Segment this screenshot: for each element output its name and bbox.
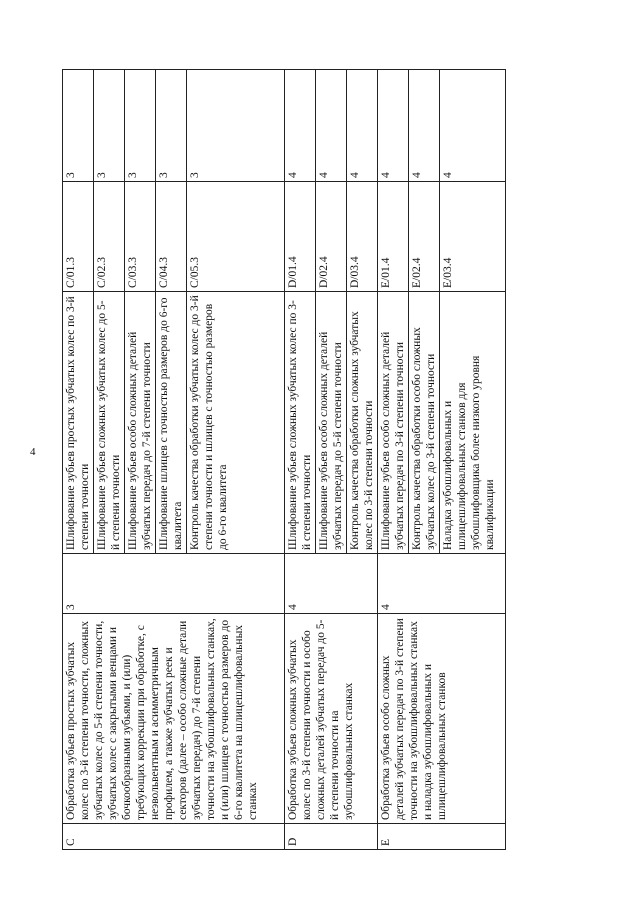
function-code: E/02.4 bbox=[409, 182, 440, 291]
function-names bbox=[63, 292, 285, 554]
function-name: Шлифование зубьев сложных зубчатых колес до 5-й степени точности bbox=[94, 292, 125, 553]
qualification-level: 4 bbox=[285, 554, 378, 614]
table-row bbox=[63, 70, 285, 850]
function-code: C/04.3 bbox=[156, 182, 187, 291]
function-names bbox=[378, 292, 506, 554]
function-name: Шлифование зубьев особо сложных деталей зубчатых передач до 7-й степени точности bbox=[125, 292, 156, 553]
function-name: Контроль качества обработки особо сложных зубчатых колес до 3-й степени точности bbox=[409, 292, 440, 553]
rotated-table-container bbox=[62, 70, 502, 850]
function-level: 3 bbox=[125, 70, 156, 181]
qualification-level: 4 bbox=[378, 554, 506, 614]
function-names bbox=[285, 292, 378, 554]
function-level: 3 bbox=[156, 70, 187, 181]
function-level: 4 bbox=[442, 172, 454, 178]
function-code: C/03.3 bbox=[125, 182, 156, 291]
generalized-function-name: Обработка зубьев простых зубчатых колес по 3-й степени точности, сложных зубчатых колес до 5-й степени точности, зубчатых колес с закрытыми венцами и бочкообразными зубьями, и (или) требующих коррекции при обработке, с неэвольвентным и асимметричным профилем, а также зубчатых реек и секторов (далее – особо сложные детали зубчатых передач) до 7-й степени точности на зубошлифовальных станках, и (или) шлицев с точностью размеров до 6-го квалитета на шлицешлифовальных станках bbox=[63, 614, 285, 824]
function-levels bbox=[378, 70, 506, 182]
function-name: Шлифование зубьев особо сложных деталей зубчатых передач до 5-й степени точности bbox=[316, 292, 347, 553]
function-level: 3 bbox=[63, 70, 94, 181]
function-code: D/01.4 bbox=[285, 182, 316, 291]
function-level: 4 bbox=[285, 70, 316, 181]
generalized-function-code: D bbox=[285, 824, 378, 850]
function-name: Шлифование зубьев простых зубчатых колес по 3-й степени точности bbox=[63, 292, 94, 553]
labor-functions-table bbox=[62, 69, 506, 850]
function-name: Наладка зубошлифовальных и шлицешлифовальных станков для зубошлифовщика более низкого уровня квалификации bbox=[442, 355, 496, 550]
function-code: C/05.3 bbox=[189, 257, 201, 288]
generalized-function-name: Обработка зубьев особо сложных деталей зубчатых передач по 3-й степени точности на зубошлифовальных станках и наладка зубошлифовальных и шлицешлифовальных станков bbox=[378, 614, 506, 824]
function-codes bbox=[378, 182, 506, 292]
function-level: 3 bbox=[189, 172, 201, 178]
generalized-function-code: C bbox=[63, 824, 285, 850]
function-codes bbox=[285, 182, 378, 292]
generalized-function-name: Обработка зубьев сложных зубчатых колес по 3-й степени точности и особо сложных деталей зубчатых передач до 5-й степени точности на зубошлифовальных станках bbox=[285, 614, 378, 824]
function-name: Шлифование шлицев с точностью размеров до 6-го квалитета bbox=[156, 292, 187, 553]
function-name: Шлифование зубьев особо сложных деталей зубчатых передач по 3-й степени точности bbox=[378, 292, 409, 553]
function-code: C/02.3 bbox=[94, 182, 125, 291]
function-name: Шлифование зубьев сложных зубчатых колес по 3-й степени точности bbox=[285, 292, 316, 553]
table-row bbox=[378, 70, 506, 850]
table-row bbox=[285, 70, 378, 850]
function-level: 4 bbox=[409, 70, 440, 181]
function-code: E/03.4 bbox=[442, 257, 454, 288]
function-code: C/01.3 bbox=[63, 182, 94, 291]
function-codes bbox=[63, 182, 285, 292]
qualification-level: 3 bbox=[63, 554, 285, 614]
function-levels bbox=[285, 70, 378, 182]
function-name: Контроль качества обработки сложных зубчатых колес по 3-й степени точности bbox=[349, 311, 375, 550]
function-code: D/03.4 bbox=[349, 256, 361, 288]
function-level: 4 bbox=[316, 70, 347, 181]
function-name: Контроль качества обработки зубчатых колес до 3-й степени точности и шлицев с точностью размеров до 6-го квалитета bbox=[189, 295, 229, 550]
function-levels bbox=[63, 70, 285, 182]
function-level: 4 bbox=[349, 172, 361, 178]
page-number: 4 bbox=[30, 446, 36, 458]
generalized-function-code: E bbox=[378, 824, 506, 850]
function-level: 3 bbox=[94, 70, 125, 181]
function-code: D/02.4 bbox=[316, 182, 347, 291]
function-level: 4 bbox=[378, 70, 409, 181]
function-code: E/01.4 bbox=[378, 182, 409, 291]
